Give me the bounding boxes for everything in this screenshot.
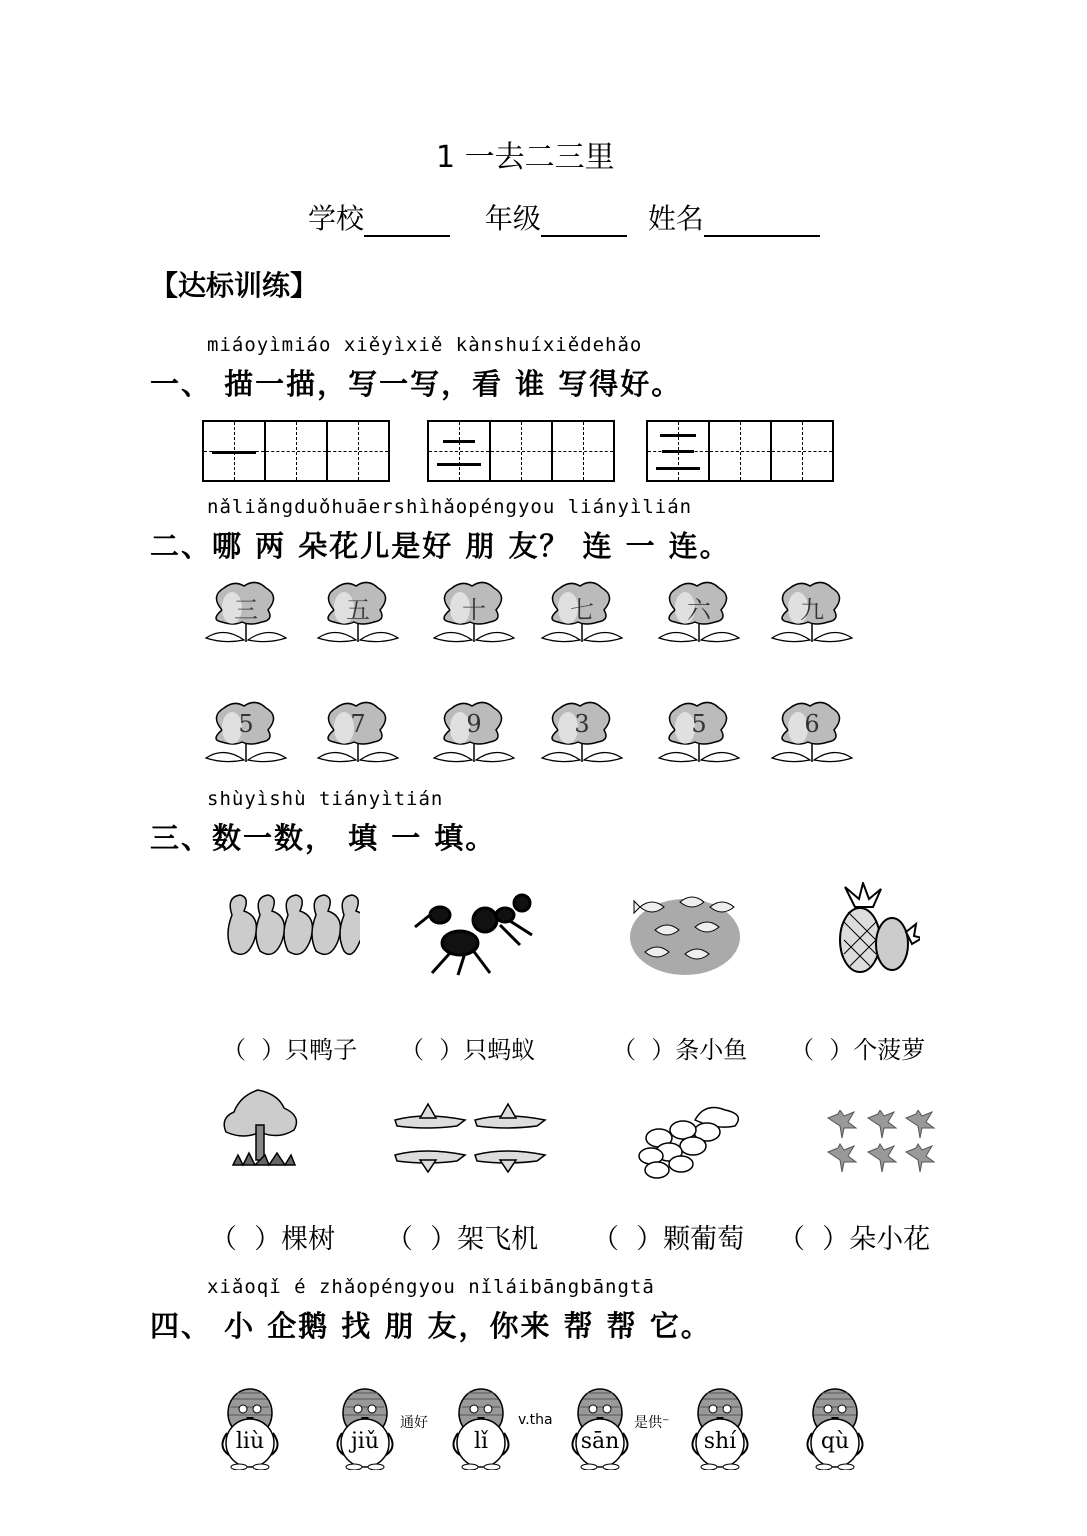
count-answer-label[interactable]: （ ）架飞机 [386, 1224, 539, 1255]
penguin-pinyin: shí [703, 1429, 737, 1454]
note-1: 通好 [400, 1415, 428, 1431]
grade-blank[interactable] [541, 207, 627, 237]
count-answer-label[interactable]: （ ）条小鱼 [612, 1036, 748, 1064]
grid-cell[interactable] [489, 420, 553, 482]
flower-card[interactable] [540, 580, 624, 644]
penguin-card[interactable] [800, 1385, 870, 1470]
duck-icon [220, 885, 360, 975]
name-blank[interactable] [704, 207, 820, 237]
fish-icon [625, 882, 745, 977]
flower-label: 五 [346, 596, 370, 624]
q4-pinyin: xiǎoqǐ é zhǎopéngyou nǐláibāngbāngtā [207, 1276, 655, 1298]
flower-card[interactable] [316, 700, 400, 764]
flower-card[interactable] [657, 580, 741, 644]
penguin-card[interactable] [565, 1385, 635, 1470]
name-label: 姓名 [647, 202, 704, 235]
section-heading: 【达标训练】 [150, 269, 319, 302]
flower-label: 5 [238, 710, 254, 738]
flower-label: 6 [804, 710, 820, 738]
grid-cell[interactable] [551, 420, 615, 482]
grid-cell[interactable] [646, 420, 710, 482]
q2-question: 二、哪 两 朵花儿是好 朋 友？ 连 一 连。 [150, 529, 731, 563]
q3-pinyin: shùyìshù tiányìtián [207, 788, 444, 810]
flower-label: 5 [691, 710, 707, 738]
grade-label: 年级 [484, 202, 541, 235]
grid-cell[interactable] [326, 420, 390, 482]
grid-cell[interactable] [708, 420, 772, 482]
flower-card[interactable] [770, 700, 854, 764]
flower-icon [822, 1110, 937, 1175]
writing-grid-3[interactable] [648, 420, 834, 482]
penguin-pinyin: sān [580, 1429, 620, 1454]
writing-grid-2[interactable] [429, 420, 615, 482]
flower-label: 十 [462, 596, 486, 624]
student-info [308, 197, 820, 237]
pineapple-icon [830, 882, 920, 977]
count-answer-label[interactable]: （ ）只鸭子 [222, 1036, 358, 1064]
count-answer-label[interactable]: （ ）朵小花 [778, 1224, 931, 1255]
flower-label: 六 [687, 596, 711, 624]
flower-label: 九 [800, 596, 824, 624]
grid-cell[interactable] [427, 420, 491, 482]
q3-question: 三、数一数， 填 一 填。 [150, 821, 497, 855]
penguin-card[interactable] [330, 1385, 400, 1470]
note-3: 是供⁻ [634, 1415, 670, 1431]
flower-card[interactable] [204, 700, 288, 764]
penguin-pinyin: jiǔ [350, 1429, 380, 1454]
q1-pinyin: miáoyìmiáo xiěyìxiě kànshuíxiědehǎo [207, 334, 643, 356]
q2-pinyin: nǎliǎngduǒhuāershìhǎopéngyou liányìlián [207, 496, 693, 518]
flower-card[interactable] [657, 700, 741, 764]
grape-icon [635, 1100, 755, 1180]
school-label: 学校 [308, 202, 365, 235]
count-answer-label[interactable]: （ ）棵树 [210, 1224, 336, 1255]
q4-question: 四、 小 企鹅 找 朋 友，你来 帮 帮 它。 [150, 1309, 712, 1343]
flower-card[interactable] [432, 700, 516, 764]
tree-icon [218, 1080, 308, 1170]
penguin-pinyin: qù [820, 1429, 850, 1454]
flower-card[interactable] [540, 700, 624, 764]
count-answer-label[interactable]: （ ）只蚂蚁 [400, 1036, 536, 1064]
writing-grid-1[interactable] [204, 420, 390, 482]
q1-question: 一、 描一描，写一写，看 谁 写得好。 [150, 367, 683, 401]
page-title: 1 一去二三里 [436, 140, 615, 175]
flower-card[interactable] [432, 580, 516, 644]
flower-card[interactable] [770, 580, 854, 644]
school-blank[interactable] [364, 207, 450, 237]
penguin-pinyin: liù [235, 1429, 265, 1454]
flower-card[interactable] [204, 580, 288, 644]
flower-card[interactable] [316, 580, 400, 644]
flower-label: 三 [234, 596, 258, 624]
count-answer-label[interactable]: （ ）个菠萝 [790, 1036, 926, 1064]
count-answer-label[interactable]: （ ）颗葡萄 [592, 1224, 745, 1255]
flower-label: 3 [574, 710, 590, 738]
airplane-icon [390, 1100, 550, 1175]
flower-label: 7 [350, 710, 366, 738]
grid-cell[interactable] [264, 420, 328, 482]
penguin-pinyin: lǐ [473, 1429, 489, 1454]
ant-icon [410, 885, 540, 980]
flower-label: 七 [570, 596, 594, 624]
grid-cell[interactable] [770, 420, 834, 482]
grid-cell[interactable] [202, 420, 266, 482]
penguin-card[interactable] [215, 1385, 285, 1470]
note-2: v.tha [518, 1412, 553, 1428]
flower-label: 9 [466, 710, 482, 738]
penguin-card[interactable] [685, 1385, 755, 1470]
penguin-card[interactable] [446, 1385, 516, 1470]
